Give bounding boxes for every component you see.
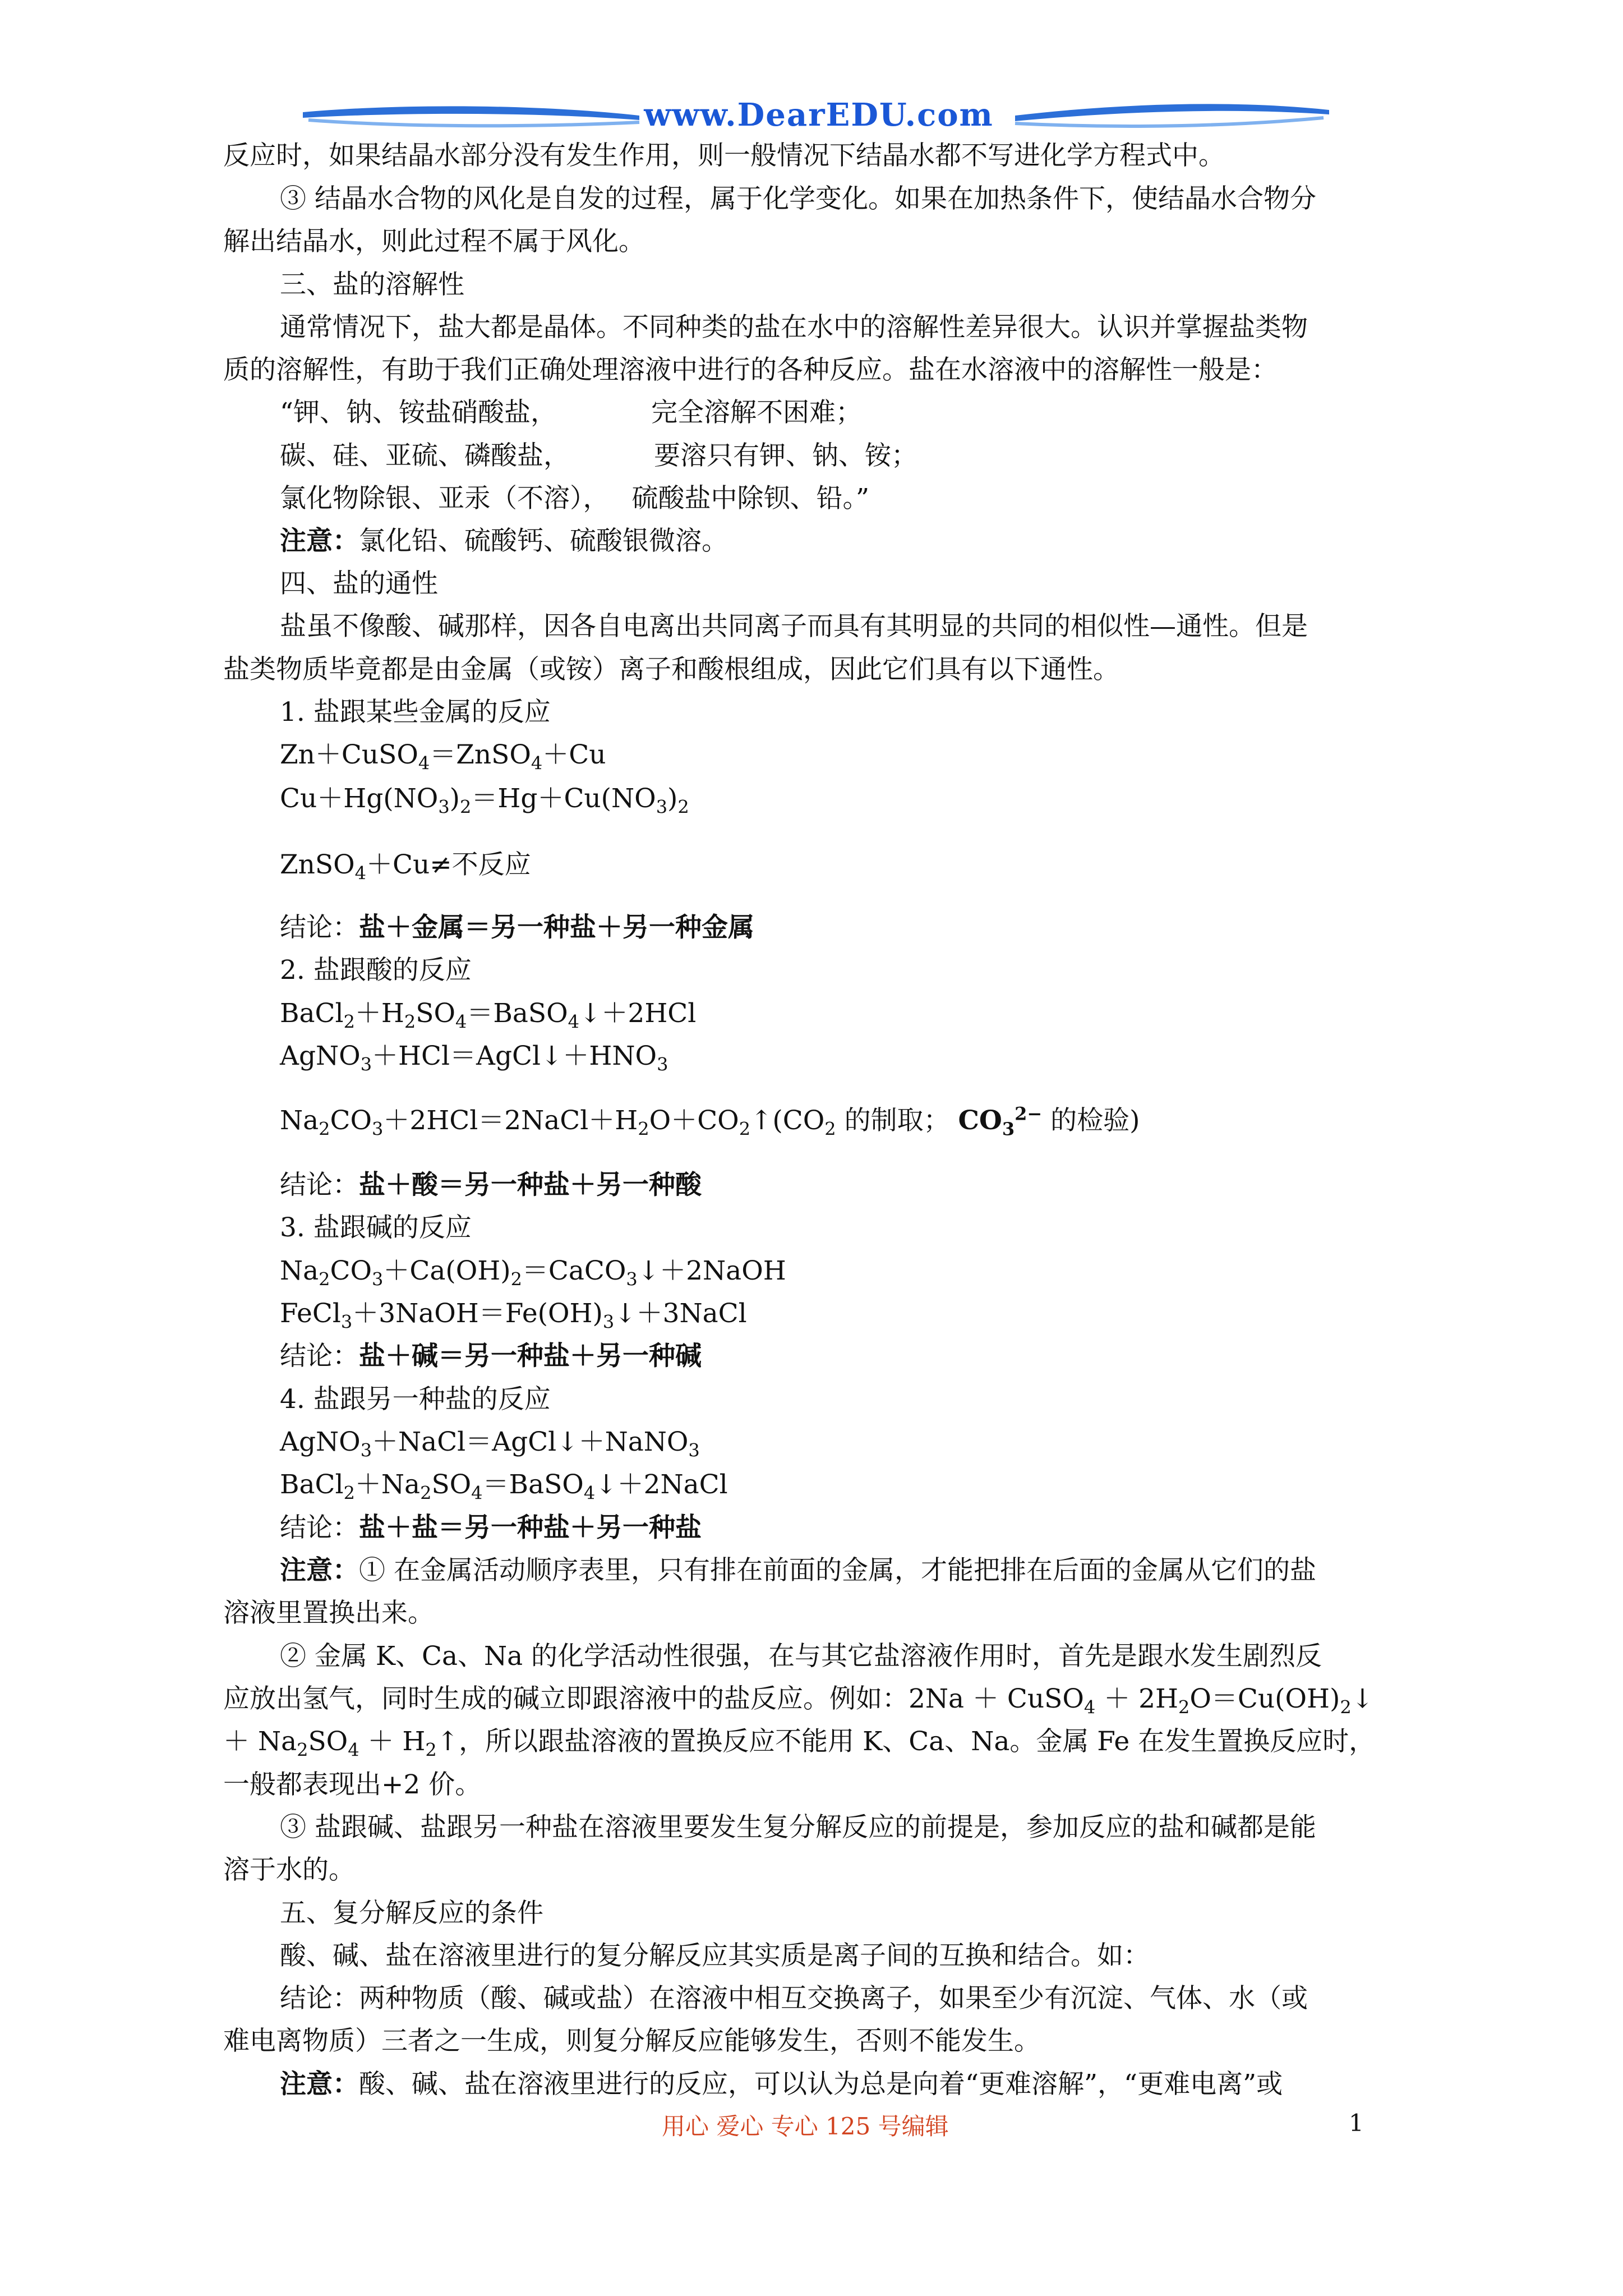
text-line: 溶于水的。 <box>223 1855 355 1885</box>
text-line: 盐类物质毕竟都是由金属（或铵）离子和酸根组成，因此它们具有以下通性。 <box>223 654 1119 685</box>
text-fragment: ，所以跟盐溶液的置换反应不能用 K、Ca、Na。金属 Fe 在发生置换反应时， <box>459 1726 1376 1757</box>
text-line: 溶液里置换出来。 <box>223 1598 434 1628</box>
conclusion-text: 盐＋碱＝另一种盐＋另一种碱 <box>359 1341 702 1372</box>
text-line: 盐虽不像酸、碱那样，因各自电离出共同离子而具有其明显的共同的相似性—通性。但是 <box>280 611 1308 642</box>
note-label: 注意： <box>280 1555 359 1586</box>
text-line: 反应时，如果结晶水部分没有发生作用，则一般情况下结晶水都不写进化学方程式中。 <box>223 140 1225 171</box>
conclusion-line <box>280 1982 1308 2016</box>
mnemonic-line <box>280 482 869 516</box>
site-url-logo: www.DearEDU.com <box>644 96 994 134</box>
note-label: 注意： <box>280 526 359 556</box>
conclusion-label: 结论： <box>280 1341 359 1372</box>
mnemonic-part: 硫酸盐中除钡、铅。” <box>631 483 870 514</box>
conclusion-label: 结论： <box>280 1983 359 2014</box>
equation: $Na_2CO_3+Ca(OH)_2=CaCO_3↓+2NaOH$ <box>280 1255 786 1290</box>
equation: ZnSO$_4$＋Cu≠不反应 <box>280 849 531 884</box>
mnemonic-part: 氯化物除银、亚汞（不溶）， <box>280 483 610 514</box>
conclusion-line <box>280 1511 702 1545</box>
equation: $FeCl_3+3NaOH=Fe(OH)_3↓+3NaCl$ <box>280 1298 747 1333</box>
section-heading: 五、复分解反应的条件 <box>280 1898 543 1929</box>
note-line <box>280 1554 1316 1588</box>
text-line: ② 金属 K、Ca、Na 的化学活动性很强，在与其它盐溶液作用时，首先是跟水发生剧烈反 <box>280 1641 1322 1672</box>
equation: $AgNO_3+HCl=AgCl↓+HNO_3$ <box>280 1041 668 1075</box>
conclusion-text: 盐＋酸＝另一种盐＋另一种酸 <box>359 1170 702 1200</box>
equation-inline: ＋ $Na_2SO_4$ ＋ $H_2↑$，所以跟盐溶液的置换反应不能用 K、Ca、Na。金属 Fe 在发生置换反应时， <box>223 1726 1376 1761</box>
mnemonic-part: 要溶只有钾、钠、铵； <box>654 440 917 471</box>
page-number: 1 <box>1349 2109 1364 2137</box>
conclusion-text: 两种物质（酸、碱或盐）在溶液中相互交换离子，如果至少有沉淀、气体、水（或 <box>359 1983 1308 2014</box>
footer-text: 用心 爱心 专心 125 号编辑 <box>662 2113 949 2140</box>
equation-inline: 应放出氢气，同时生成的碱立即跟溶液中的盐反应。例如：2Na ＋ CuSO$_4$ ＋ $2H_2O=Cu(OH)_2↓$ <box>223 1683 1374 1718</box>
conclusion-line <box>280 1168 702 1202</box>
conclusion-label: 结论： <box>280 1512 359 1543</box>
note-label: 注意： <box>280 2069 359 2100</box>
mnemonic-line <box>280 439 917 473</box>
subsection-heading: 1. 盐跟某些金属的反应 <box>280 697 551 728</box>
section-heading: 三、盐的溶解性 <box>280 269 464 300</box>
mnemonic-part: 完全溶解不困难； <box>651 397 863 428</box>
note-line <box>280 2068 1283 2101</box>
mnemonic-part: “钾、钠、铵盐硝酸盐， <box>280 397 557 428</box>
text-line: 一般都表现出+2 价。 <box>223 1769 482 1800</box>
equation: $BaCl_2+H_2SO_4=BaSO_4↓+2HCl$ <box>280 998 697 1033</box>
equation: $Na_2CO_3+2HCl=2NaCl+H_2O+CO_2↑(CO_2$ 的制取； $CO_3^{2-}$ 的检验) <box>280 1103 1140 1140</box>
conclusion-text: 盐＋盐＝另一种盐＋另一种盐 <box>359 1512 702 1543</box>
mnemonic-part: 碳、硅、亚硫、磷酸盐， <box>280 440 570 471</box>
text-line: ③ 结晶水合物的风化是自发的过程，属于化学变化。如果在加热条件下，使结晶水合物分 <box>280 183 1316 214</box>
text-line: 通常情况下，盐大都是晶体。不同种类的盐在水中的溶解性差异很大。认识并掌握盐类物 <box>280 312 1308 343</box>
subsection-heading: 3. 盐跟碱的反应 <box>280 1212 472 1243</box>
note-text: 酸、碱、盐在溶液里进行的反应，可以认为总是向着“更难溶解”，“更难电离”或 <box>359 2069 1283 2100</box>
note-text: 氯化铅、硫酸钙、硫酸银微溶。 <box>359 526 728 556</box>
conclusion-line <box>280 1340 702 1373</box>
conclusion-line <box>280 911 754 945</box>
subsection-heading: 4. 盐跟另一种盐的反应 <box>280 1384 551 1415</box>
section-heading: 四、盐的通性 <box>280 568 438 599</box>
mnemonic-line <box>280 396 862 430</box>
conclusion-label: 结论： <box>280 912 359 943</box>
equation: $Cu+Hg(NO_3)_2=Hg+Cu(NO_3)_2$ <box>280 783 689 818</box>
header-banner <box>303 95 1329 140</box>
text-line: 难电离物质）三者之一生成，则复分解反应能够发生，否则不能发生。 <box>223 2026 1040 2056</box>
conclusion-text: 盐＋金属＝另一种盐＋另一种金属 <box>359 912 754 943</box>
equation: Zn＋CuSO$_4$＝ZnSO$_4$＋Cu <box>280 739 606 774</box>
text-line: 酸、碱、盐在溶液里进行的复分解反应其实质是离子间的互换和结合。如： <box>280 1940 1150 1971</box>
text-line: 质的溶解性，有助于我们正确处理溶液中进行的各种反应。盐在水溶液中的溶解性一般是： <box>223 355 1278 385</box>
note-line <box>280 524 728 558</box>
conclusion-label: 结论： <box>280 1170 359 1200</box>
text-line: 解出结晶水，则此过程不属于风化。 <box>223 226 645 257</box>
subsection-heading: 2. 盐跟酸的反应 <box>280 955 472 986</box>
equation: AgNO$_3$＋NaCl＝AgCl↓＋NaNO$_3$ <box>280 1427 700 1461</box>
note-text: ① 在金属活动顺序表里，只有排在前面的金属，才能把排在后面的金属从它们的盐 <box>359 1555 1316 1586</box>
text-line: ③ 盐跟碱、盐跟另一种盐在溶液里要发生复分解反应的前提是，参加反应的盐和碱都是能 <box>280 1812 1316 1843</box>
equation: $BaCl_2+Na_2SO_4=BaSO_4↓+2NaCl$ <box>280 1469 728 1504</box>
